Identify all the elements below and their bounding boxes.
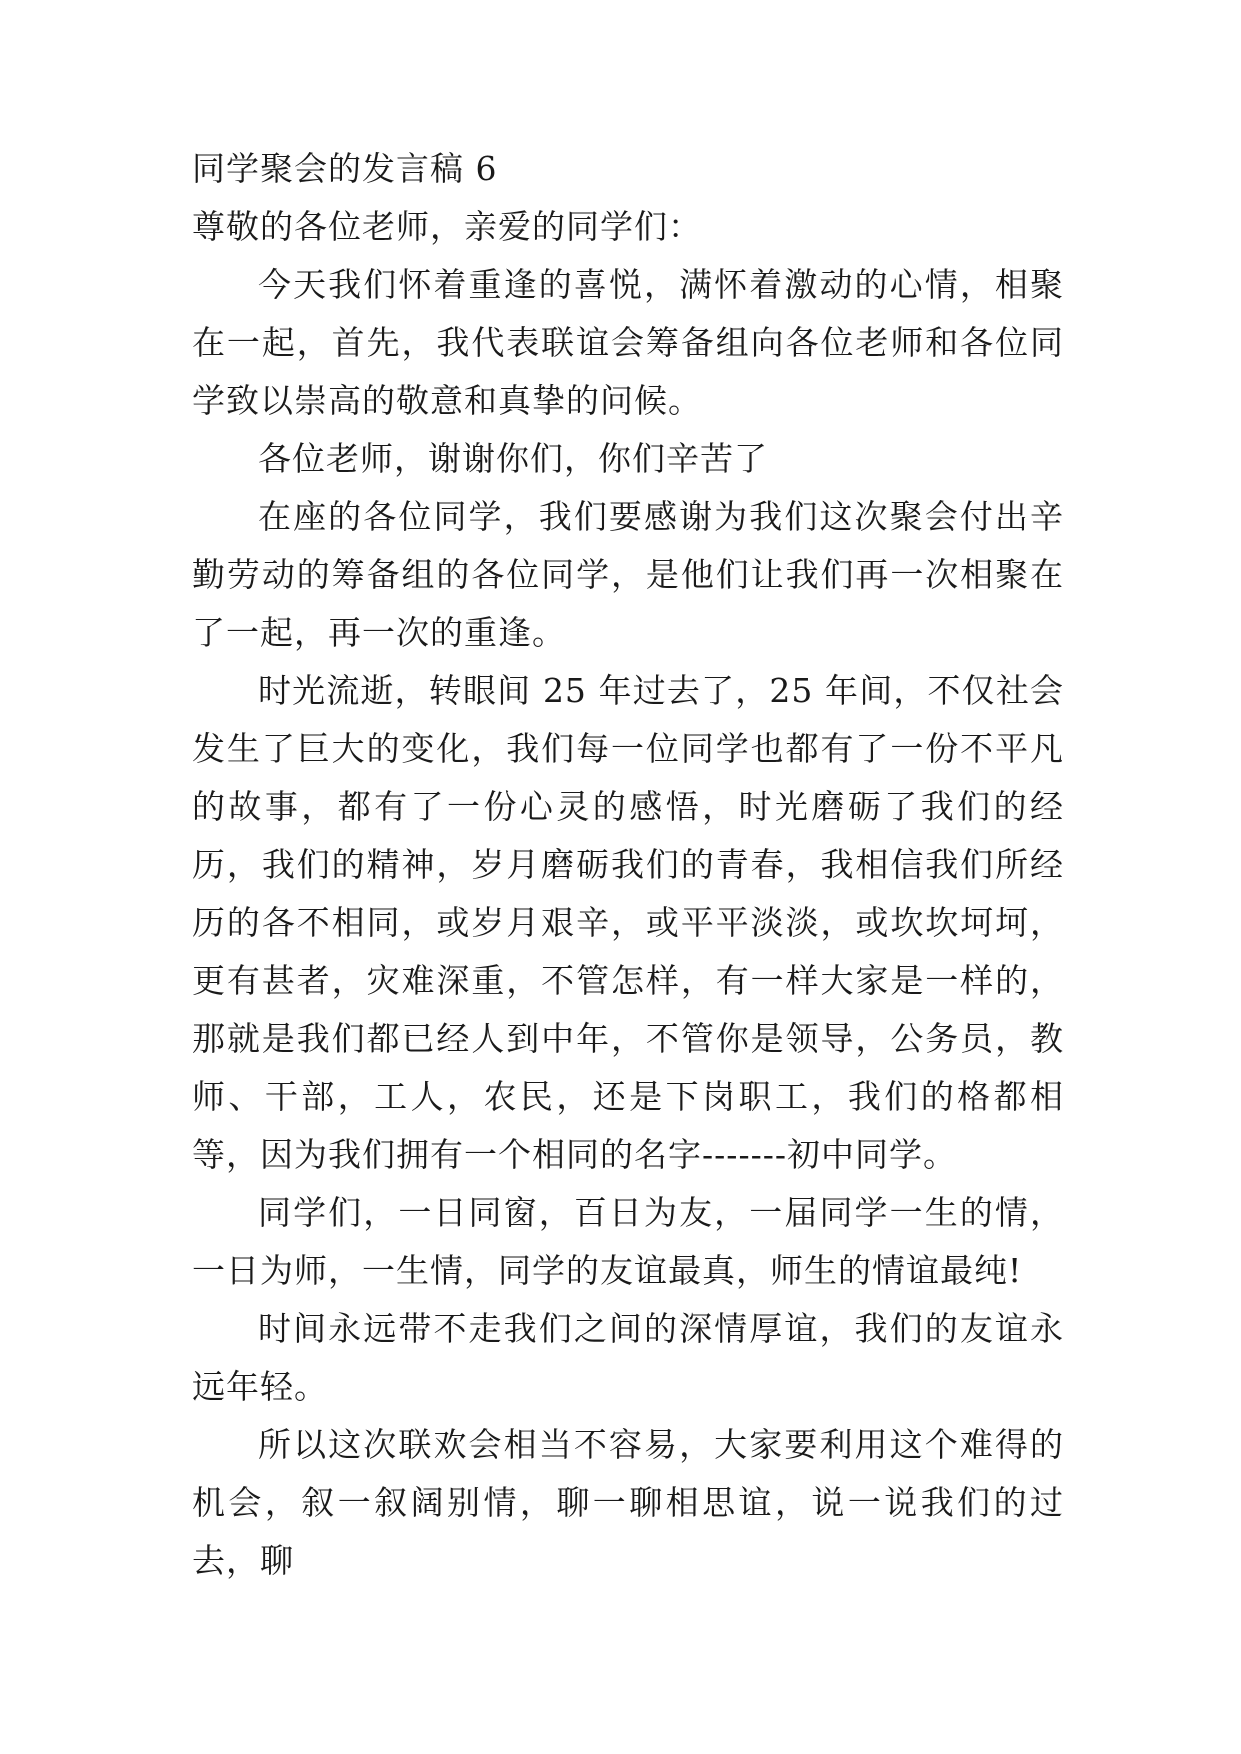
paragraph: 时间永远带不走我们之间的深情厚谊，我们的友谊永远年轻。 <box>192 1309 1064 1406</box>
paragraph: 各位老师，谢谢你们，你们辛苦了 <box>258 439 768 478</box>
paragraph: 时光流逝，转眼间 25 年过去了，25 年间，不仅社会发生了巨大的变化，我们每一位同学也都有了一份不平凡的故事，都有了一份心灵的感悟，时光磨砺了我们的经历，我们的精神，岁月磨砺我们的青春，我相信我们所经历的各不相同，或岁月艰辛，或平平淡淡，或坎坎坷坷，更有甚者，灾难深重，不管怎样，有一样大家是一样的，那就是我们都已经人到中年，不管你是领导，公务员，教师、干部，工人，农民，还是下岗职工，我们的格都相等，因为我们拥有一个相同的名字-------初中同学。 <box>192 671 1064 1174</box>
paragraph: 在座的各位同学，我们要感谢为我们这次聚会付出辛勤劳动的筹备组的各位同学，是他们让我们再一次相聚在了一起，再一次的重逢。 <box>192 497 1064 652</box>
paragraph: 所以这次联欢会相当不容易，大家要利用这个难得的机会，叙一叙阔别情，聊一聊相思谊，说一说我们的过去，聊 <box>192 1425 1064 1580</box>
document-title: 同学聚会的发言稿 6 <box>192 149 498 188</box>
paragraph: 同学们，一日同窗，百日为友，一届同学一生的情，一日为师，一生情，同学的友谊最真，师生的情谊最纯! <box>192 1193 1064 1290</box>
document-body <box>192 140 1064 1590</box>
greeting-line: 尊敬的各位老师，亲爱的同学们： <box>192 207 702 246</box>
paragraph: 今天我们怀着重逢的喜悦，满怀着激动的心情，相聚在一起，首先，我代表联谊会筹备组向各位老师和各位同学致以崇高的敬意和真挚的问候。 <box>192 265 1064 420</box>
